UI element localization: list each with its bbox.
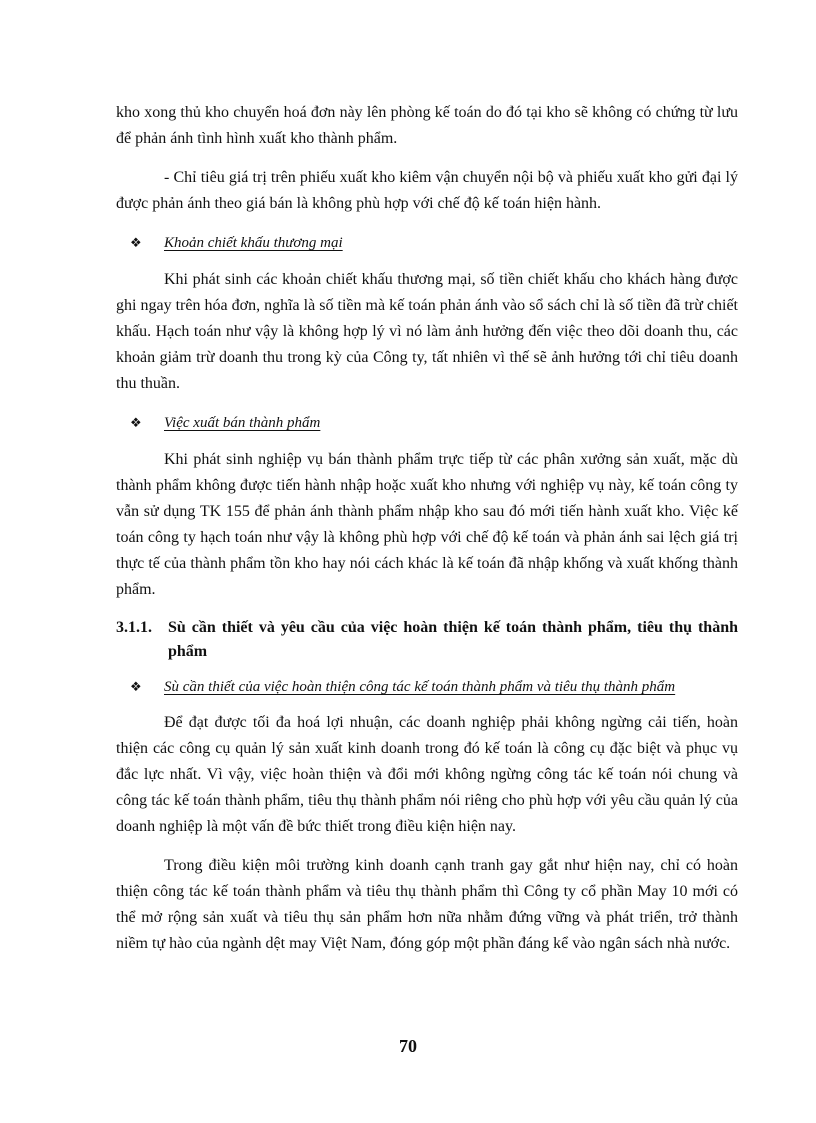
diamond-bullet-icon: ❖ <box>130 679 142 694</box>
diamond-bullet-icon: ❖ <box>130 235 142 250</box>
paragraph-trade-discount: Khi phát sinh các khoản chiết khấu thương mại, số tiền chiết khấu cho khách hàng được ghi ngay trên hóa đơn, nghĩa là số tiền mà kế toán phản ánh vào sổ sách chỉ là số tiền đã trừ chiết khấu. Hạch toán như vậy là không hợp lý vì nó làm ảnh hưởng đến việc theo dõi doanh thu, các khoản giảm trừ doanh thu trong kỳ của Công ty, tất nhiên vì thế sẽ ảnh hưởng tới chỉ tiêu doanh thu thuần. <box>116 271 738 392</box>
paragraph-profit-maximization: Để đạt được tối đa hoá lợi nhuận, các doanh nghiệp phải không ngừng cải tiến, hoàn thiện các công cụ quản lý sản xuất kinh doanh trong đó kế toán là công cụ đặc biệt và phục vụ đắc lực nhất. Vì vậy, việc hoàn thiện và đổi mới không ngừng công tác kế toán nói chung và công tác kế toán thành phẩm, tiêu thụ thành phẩm nói riêng cho phù hợp với yêu cầu quản lý của doanh nghiệp là một vấn đề bức thiết trong điều kiện hiện nay. <box>116 714 738 835</box>
bullet-heading-necessity <box>116 674 738 700</box>
section-heading-3-1-1 <box>116 616 738 664</box>
heading-label: Việc xuất bán thành phẩm <box>164 415 321 431</box>
document-page <box>116 100 738 970</box>
section-title: Sù cần thiết và yêu cầu của việc hoàn thiện kế toán thành phẩm, tiêu thụ thành phẩm <box>168 619 738 660</box>
paragraph-stock-note: kho xong thủ kho chuyển hoá đơn này lên phòng kế toán do đó tại kho sẽ không có chứng từ lưu để phản ánh tình hình xuất kho thành phẩm. <box>116 104 738 147</box>
diamond-bullet-icon: ❖ <box>130 415 142 430</box>
bullet-heading-trade-discount <box>116 230 738 256</box>
paragraph-value-indicator: - Chỉ tiêu giá trị trên phiếu xuất kho kiêm vận chuyển nội bộ và phiếu xuất kho gửi đại lý được phản ánh theo giá bán là không phù hợp với chế độ kế toán hiện hành. <box>116 169 738 212</box>
section-number: 3.1.1. <box>116 619 152 636</box>
bullet-heading-finished-goods-sale <box>116 410 738 436</box>
paragraph-finished-goods-sale: Khi phát sinh nghiệp vụ bán thành phẩm trực tiếp từ các phân xưởng sản xuất, mặc dù thành phẩm không được tiến hành nhập hoặc xuất kho nhưng với nghiệp vụ này, kế toán công ty vẫn sử dụng TK 155 để phản ánh thành phẩm nhập kho sau đó mới tiến hành xuất kho. Việc kế toán công ty hạch toán như vậy là không phù hợp với chế độ kế toán và phản ánh sai lệch giá trị thực tế của thành phẩm tồn kho hay nói cách khác là kế toán đã nhập khống và xuất khống thành phẩm. <box>116 451 738 598</box>
heading-label: Sù cần thiết của việc hoàn thiện công tác kế toán thành phẩm và tiêu thụ thành phẩm <box>164 679 676 695</box>
page-number: 70 <box>399 1036 417 1056</box>
heading-label: Khoản chiết khấu thương mại <box>164 235 343 251</box>
paragraph-competitive-environment: Trong điều kiện môi trường kinh doanh cạnh tranh gay gắt như hiện nay, chỉ có hoàn thiện công tác kế toán thành phẩm và tiêu thụ thành phẩm thì Công ty cổ phần May 10 mới có thể mở rộng sản xuất và tiêu thụ sản phẩm hơn nữa nhằm đứng vững và phát triển, trở thành niềm tự hào của ngành dệt may Việt Nam, đóng góp một phần đáng kể vào ngân sách nhà nước. <box>116 857 738 952</box>
